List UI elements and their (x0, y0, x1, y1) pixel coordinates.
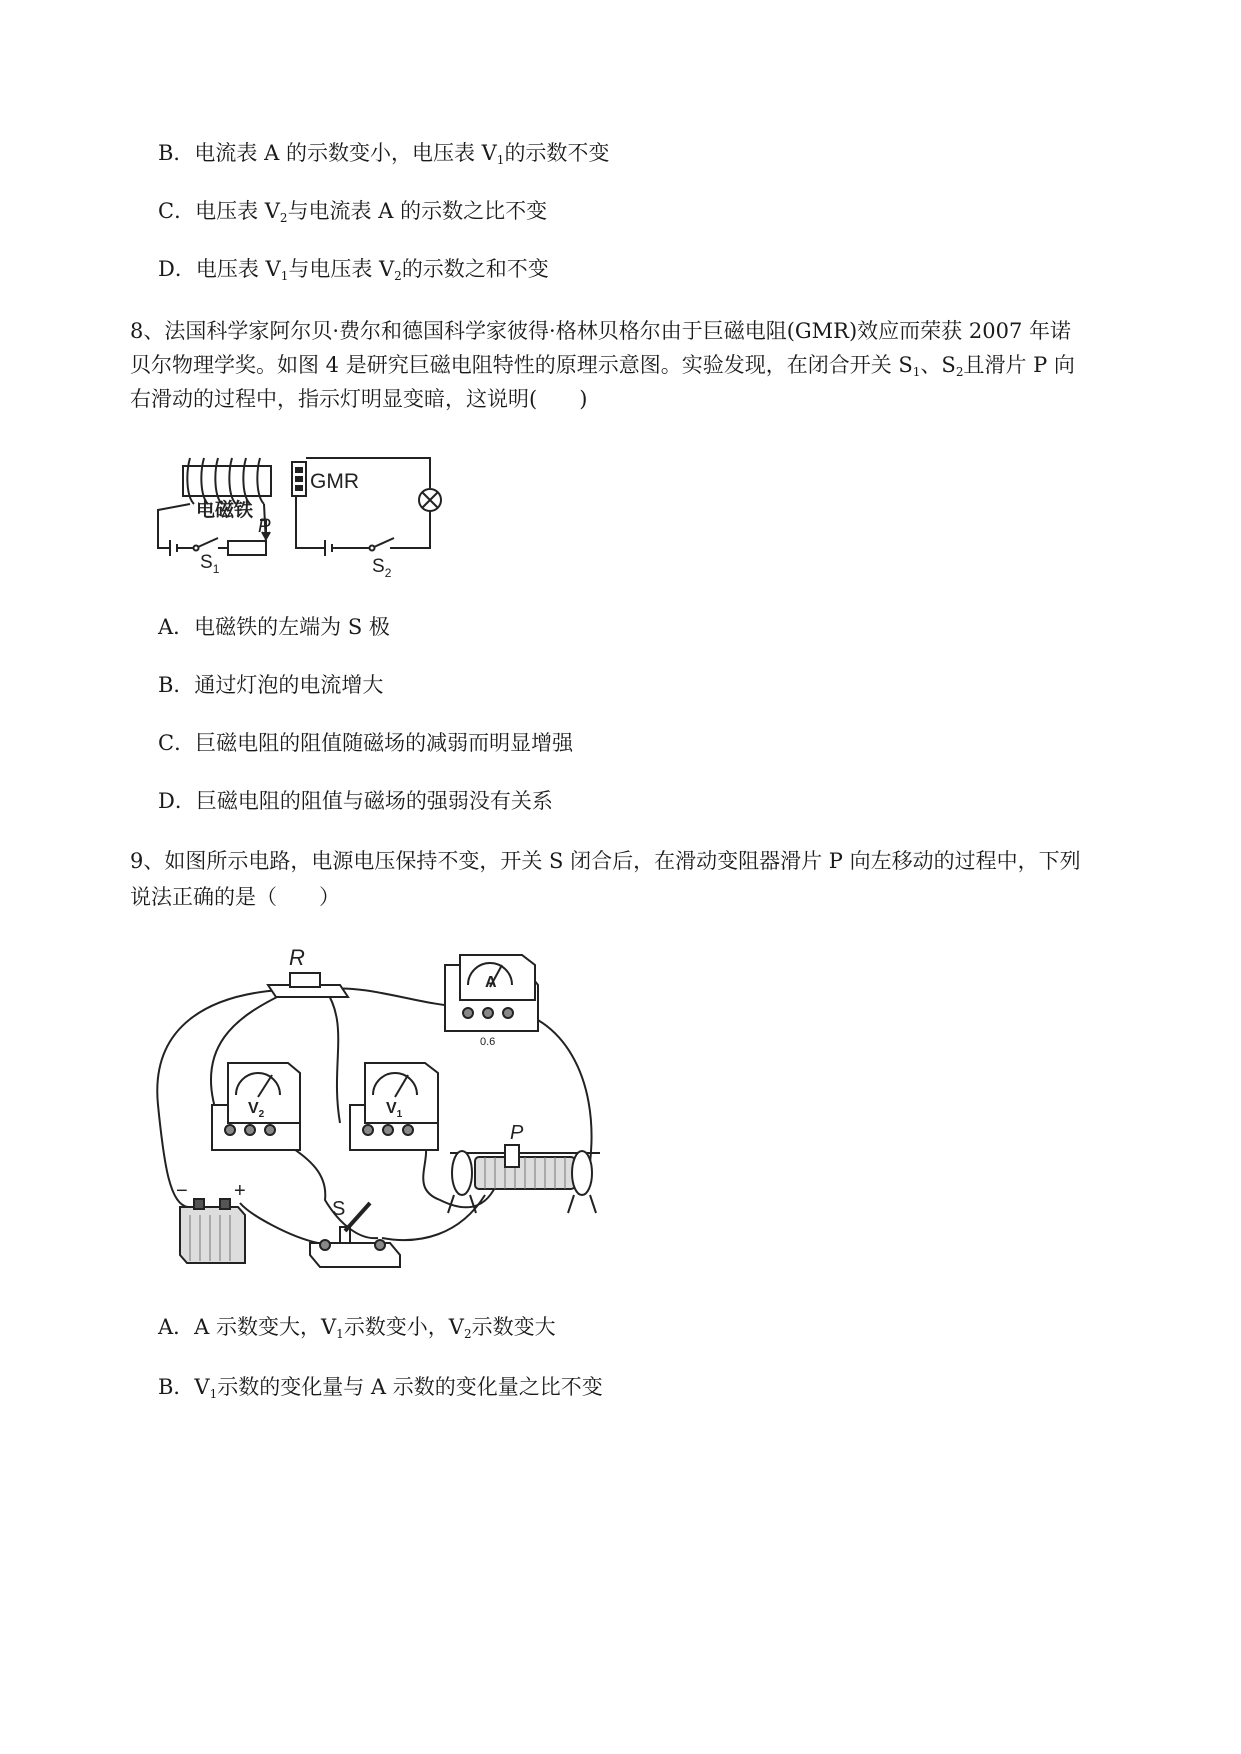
q8-option-a: A．电磁铁的左端为 S 极 (158, 615, 390, 639)
q8-stem-line3: 右滑动的过程中，指示灯明显变暗，这说明( ) (130, 387, 588, 411)
q9-circuit-figure (150, 945, 610, 1289)
q8-stem-line2: 贝尔物理学奖。如图 4 是研究巨磁电阻特性的原理示意图。实验发现，在闭合开关 $S_1$、$S_2$且滑片 P 向 (130, 353, 1075, 379)
coil-windings (187, 458, 264, 504)
q7-option-d: D．电压表 $V_1$与电压表 $V_2$的示数之和不变 (158, 257, 549, 283)
battery-minus-label: − (176, 1180, 188, 1202)
knife-switch-blade (345, 1203, 370, 1231)
gmr-label: GMR (310, 470, 359, 493)
ammeter-terminal-label: 0.6 (480, 1036, 496, 1048)
rheostat-slider-label: P (258, 516, 271, 537)
q7-option-c: C．电压表 $V_2$与电流表 A 的示数之比不变 (158, 199, 548, 225)
wire-battery-to-switch (240, 1203, 318, 1243)
battery-plus-label: + (234, 1180, 246, 1202)
switch1-blade (198, 538, 218, 547)
switch2-blade (374, 538, 394, 547)
q9-option-a: A．A 示数变大，$V_1$示数变小，$V_2$示数变大 (158, 1315, 556, 1341)
q8-option-b: B．通过灯泡的电流增大 (158, 673, 384, 697)
ammeter-label: A (485, 974, 497, 991)
wire-switch-to-rheostat (382, 1195, 485, 1240)
electromagnet-label: 电磁铁 (196, 500, 254, 521)
switch1-label: $S_1$ (200, 552, 220, 576)
q9-option-b: B．$V_1$示数的变化量与 A 示数的变化量之比不变 (158, 1375, 603, 1401)
q8-option-d: D．巨磁电阻的阻值与磁场的强弱没有关系 (158, 789, 553, 813)
rheostat-slider-label: P (510, 1122, 524, 1144)
real-circuit-illustration (150, 945, 610, 1285)
resistor-body (290, 973, 320, 987)
q8-circuit-figure (150, 448, 450, 582)
rheostat (228, 541, 266, 555)
rheostat-left-end (452, 1151, 472, 1195)
resistor-label: R (289, 945, 305, 970)
q8-option-c: C．巨磁电阻的阻值随磁场的减弱而明显增强 (158, 731, 574, 755)
rheostat-slider (505, 1145, 519, 1167)
q7-option-b: B．电流表 A 的示数变小，电压表 $V_1$的示数不变 (158, 141, 610, 167)
rheostat-right-end (572, 1151, 592, 1195)
switch2-label: $S_2$ (372, 556, 392, 578)
gmr-circuit-diagram (150, 448, 450, 578)
q9-stem-line1: 9、如图所示电路，电源电压保持不变，开关 S 闭合后，在滑动变阻器滑片 P 向左移动的过程中，下列 (130, 849, 1081, 873)
wire-r-to-v1 (325, 989, 340, 1123)
voltmeter1-label: $V_1$ (386, 1100, 403, 1120)
voltmeter2-label: $V_2$ (248, 1100, 265, 1120)
switch-label: S (332, 1198, 346, 1220)
q9-stem-line2: 说法正确的是（ ） (130, 885, 340, 909)
q8-stem-line1: 8、法国科学家阿尔贝·费尔和德国科学家彼得·格林贝格尔由于巨磁电阻(GMR)效应而荣获 2007 年诺 (130, 319, 1071, 343)
